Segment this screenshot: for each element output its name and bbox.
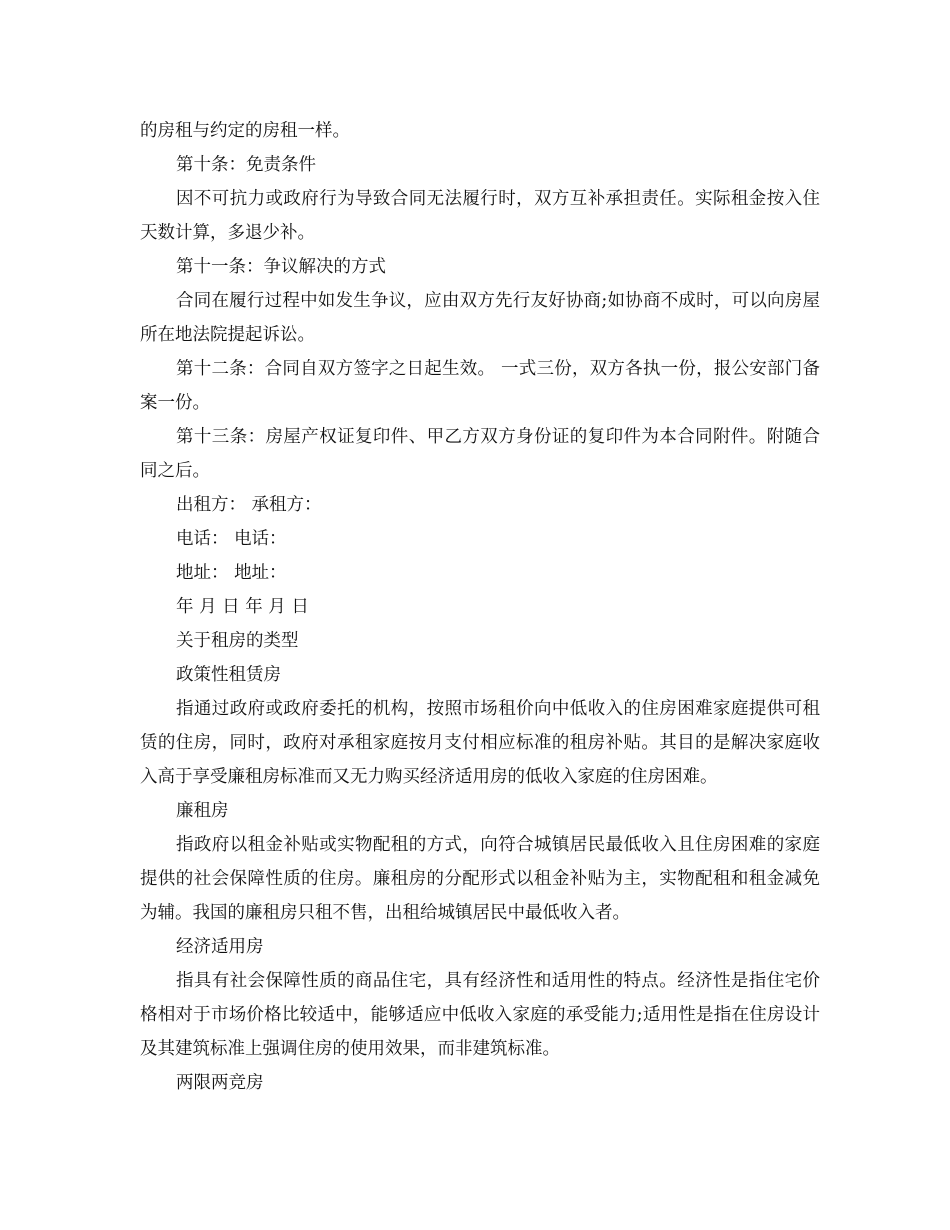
signature-parties: 出租方： 承租方：	[176, 495, 322, 515]
article-10-heading: 第十条：免责条件	[176, 155, 316, 175]
affordable-housing-heading: 经济适用房	[176, 937, 264, 957]
signature-phone: 电话： 电话：	[176, 529, 287, 549]
policy-rental-heading: 政策性租赁房	[176, 665, 281, 685]
paragraph-continuation: 的房租与约定的房租一样。	[140, 121, 350, 141]
article-13: 第十三条：房屋产权证复印件、甲乙方双方身份证的复印件为本合同附件。附随合同之后。	[140, 427, 820, 481]
affordable-housing-body: 指具有社会保障性质的商品住宅，具有经济性和适用性的特点。经济性是指住宅价格相对于市场价格比较适中，能够适应中低收入家庭的承受能力;适用性是指在住房设计及其建筑标准上强调住房的使用效果，而非建筑标准。	[140, 971, 820, 1059]
low-rent-body: 指政府以租金补贴或实物配租的方式，向符合城镇居民最低收入且住房困难的家庭提供的社会保障性质的住房。廉租房的分配形式以租金补贴为主，实物配租和租金减免为辅。我国的廉租房只租不售，出租给城镇居民中最低收入者。	[140, 835, 820, 923]
article-11-heading: 第十一条：争议解决的方式	[176, 257, 386, 277]
article-10-body: 因不可抗力或政府行为导致合同无法履行时，双方互补承担责任。实际租金按入住天数计算，多退少补。	[140, 189, 820, 243]
low-rent-heading: 廉租房	[176, 801, 229, 821]
rental-types-heading: 关于租房的类型	[176, 631, 299, 651]
policy-rental-body: 指通过政府或政府委托的机构，按照市场租价向中低收入的住房困难家庭提供可租赁的住房，同时，政府对承租家庭按月支付相应标准的租房补贴。其目的是解决家庭收入高于享受廉租房标准而又无力购买经济适用房的低收入家庭的住房困难。	[140, 699, 820, 787]
signature-address: 地址： 地址：	[176, 563, 287, 583]
document-body	[140, 114, 820, 1100]
price-limited-housing-heading: 两限两竞房	[176, 1073, 264, 1093]
signature-date: 年 月 日 年 月 日	[176, 597, 309, 617]
article-11-body: 合同在履行过程中如发生争议，应由双方先行友好协商;如协商不成时，可以向房屋所在地法院提起诉讼。	[140, 291, 820, 345]
article-12: 第十二条：合同自双方签字之日起生效。 一式三份，双方各执一份，报公安部门备案一份。	[140, 359, 820, 413]
